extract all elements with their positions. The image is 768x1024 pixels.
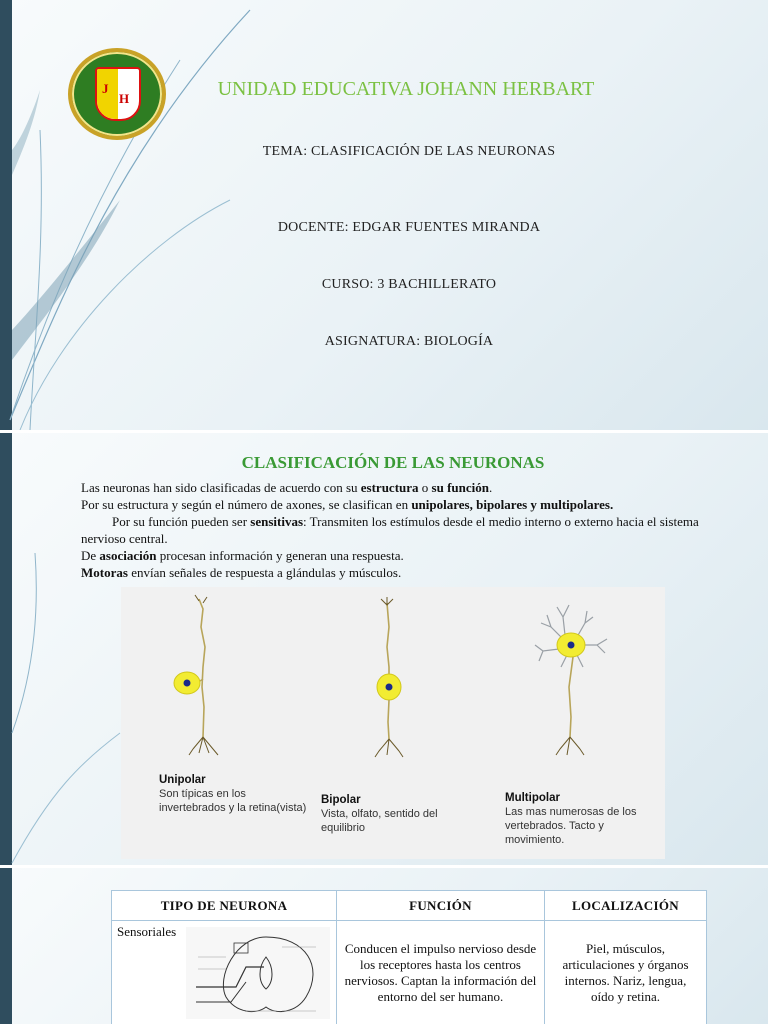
header-funcion: FUNCIÓN bbox=[337, 891, 545, 921]
para-motor: Motoras envían señales de respuesta a glándulas y músculos. bbox=[81, 565, 402, 580]
table-row bbox=[112, 921, 707, 1024]
unipolar-neuron-illustration bbox=[161, 587, 251, 767]
course-line: CURSO: 3 BACHILLERATO bbox=[321, 277, 497, 292]
multipolar-neuron-illustration bbox=[523, 587, 633, 767]
multipolar-label: Multipolar bbox=[505, 792, 560, 804]
teacher-line: DOCENTE: EDGAR FUENTES MIRANDA bbox=[277, 220, 541, 235]
neuron-type-label: Sensoriales bbox=[117, 924, 177, 939]
table-header-row bbox=[112, 891, 707, 921]
cell-funcion: Conducen el impulso nervioso desde los receptores hasta los centros nerviosos. Captan la información del entorno del ser humano. bbox=[337, 921, 545, 1024]
unipolar-caption bbox=[159, 773, 309, 815]
bipolar-neuron-illustration bbox=[347, 587, 437, 767]
neuron-table-slide bbox=[0, 868, 768, 1024]
neuron-types-figure bbox=[121, 587, 665, 859]
cell-localizacion: Piel, músculos, articulaciones y órganos internos. Nariz, lengua, oído y retina. bbox=[545, 921, 707, 1024]
unipolar-label: Unipolar bbox=[159, 774, 206, 786]
cell-tipo bbox=[112, 921, 337, 1024]
bipolar-caption bbox=[321, 793, 481, 835]
slide-sidebar bbox=[0, 868, 12, 1024]
bipolar-description: Vista, olfato, sentido del equilibrio bbox=[321, 808, 438, 834]
logo-letter-j: J bbox=[102, 81, 109, 96]
school-name: UNIDAD EDUCATIVA JOHANN HERBART bbox=[217, 78, 595, 100]
logo-letter-h: H bbox=[119, 91, 130, 106]
title-slide bbox=[0, 0, 768, 430]
multipolar-caption bbox=[505, 791, 657, 847]
classification-text bbox=[81, 479, 721, 581]
para-criteria: Las neuronas han sido clasificadas de acuerdo con su estructura o su función. bbox=[81, 480, 493, 495]
header-tipo: TIPO DE NEURONA bbox=[112, 891, 337, 921]
header-localizacion: LOCALIZACIÓN bbox=[545, 891, 707, 921]
classification-slide bbox=[0, 433, 768, 865]
slide-title: CLASIFICACIÓN DE LAS NEURONAS bbox=[241, 453, 545, 472]
para-association: De asociación procesan información y generan una respuesta. bbox=[81, 548, 404, 563]
topic-line: TEMA: CLASIFICACIÓN DE LAS NEURONAS bbox=[262, 144, 556, 159]
sensory-pathway-diagram bbox=[186, 927, 330, 1019]
para-function: Por su función pueden ser sensitivas: Transmiten los estímulos desde el medio interno o externo hacia el sistema nervioso central. bbox=[81, 514, 699, 546]
multipolar-description: Las mas numerosas de los vertebrados. Tacto y movimiento. bbox=[505, 806, 637, 846]
neuron-types-table bbox=[111, 890, 707, 1024]
unipolar-description: Son típicas en los invertebrados y la retina(vista) bbox=[159, 788, 307, 814]
para-structure: Por su estructura y según el número de axones, se clasifican en unipolares, bipolares y multipolares. bbox=[81, 497, 614, 512]
bipolar-label: Bipolar bbox=[321, 794, 361, 806]
subject-line: ASIGNATURA: BIOLOGÍA bbox=[324, 334, 494, 349]
